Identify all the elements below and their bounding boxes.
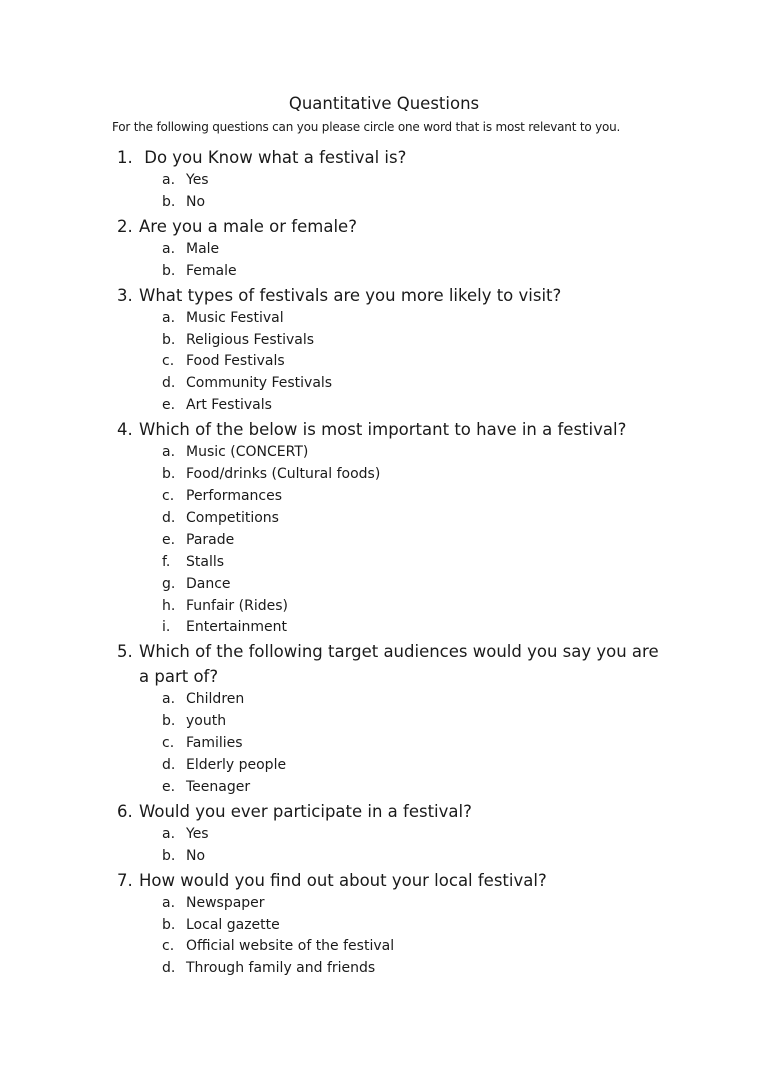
question-number: 6. (117, 801, 133, 821)
option-text: Funfair (Rides) (186, 597, 288, 614)
answer-option[interactable] (0, 308, 768, 330)
answer-option[interactable] (0, 689, 768, 711)
answer-options (0, 824, 768, 868)
option-letter: e. (162, 778, 176, 795)
question-text: What types of festivals are you more likely to visit? (139, 285, 562, 305)
question-item (0, 145, 768, 214)
answer-option[interactable] (0, 846, 768, 868)
question-number: 5. (117, 642, 133, 662)
option-letter: b. (162, 713, 176, 730)
answer-options (0, 170, 768, 214)
answer-option[interactable] (0, 373, 768, 395)
option-letter: b. (162, 916, 176, 933)
option-letter: c. (162, 735, 175, 752)
question-item (0, 283, 768, 418)
answer-option[interactable] (0, 711, 768, 733)
answer-option[interactable] (0, 596, 768, 618)
question-number: 3. (117, 285, 133, 305)
question-text: How would you find out about your local festival? (139, 870, 547, 890)
question-number: 2. (117, 216, 133, 236)
answer-options (0, 239, 768, 283)
option-letter: a. (162, 825, 176, 842)
option-letter: a. (162, 240, 176, 257)
question-text: Do you Know what a festival is? (139, 148, 407, 167)
question-item (0, 868, 768, 981)
option-letter: b. (162, 466, 176, 483)
option-letter: h. (162, 597, 176, 614)
answer-option[interactable] (0, 351, 768, 373)
option-text: Dance (186, 575, 231, 592)
option-letter: b. (162, 847, 176, 864)
option-letter: d. (162, 960, 176, 977)
answer-options (0, 893, 768, 981)
answer-option[interactable] (0, 755, 768, 777)
question-heading (0, 145, 768, 170)
answer-options (0, 442, 768, 639)
answer-option[interactable] (0, 733, 768, 755)
option-letter: f. (162, 553, 171, 570)
question-number: 7. (117, 870, 133, 890)
page-title: Quantitative Questions (288, 94, 480, 113)
option-letter: a. (162, 172, 176, 188)
question-text: Would you ever participate in a festival? (139, 801, 472, 821)
answer-option[interactable] (0, 330, 768, 352)
question-item (0, 639, 768, 799)
answer-options (0, 689, 768, 799)
answer-option[interactable] (0, 552, 768, 574)
option-letter: a. (162, 444, 176, 461)
option-letter: d. (162, 509, 176, 526)
answer-option[interactable] (0, 915, 768, 937)
question-heading (0, 214, 768, 239)
option-letter: a. (162, 894, 176, 911)
answer-option[interactable] (0, 824, 768, 846)
option-letter: c. (162, 487, 175, 504)
option-text: Local gazette (186, 916, 280, 933)
option-text: Religious Festivals (186, 331, 315, 348)
option-letter: b. (162, 331, 176, 348)
option-text: Stalls (186, 553, 225, 570)
answer-options (0, 308, 768, 418)
answer-option[interactable] (0, 239, 768, 261)
question-text: Which of the following target audiences would you say you are a part of? (139, 642, 664, 687)
answer-option[interactable] (0, 617, 768, 639)
answer-option[interactable] (0, 192, 768, 214)
question-heading (0, 868, 768, 893)
question-heading (0, 417, 768, 442)
option-letter: b. (162, 193, 176, 210)
question-item (0, 799, 768, 868)
option-text: Music Festival (186, 309, 284, 326)
answer-option[interactable] (0, 442, 768, 464)
option-letter: c. (162, 938, 175, 955)
answer-option[interactable] (0, 530, 768, 552)
option-letter: e. (162, 531, 176, 548)
option-text: Art Festivals (186, 397, 272, 414)
option-text: Newspaper (186, 894, 265, 911)
option-letter: g. (162, 575, 176, 592)
question-text: Which of the below is most important to have in a festival? (139, 420, 627, 440)
option-letter: d. (162, 757, 176, 774)
option-letter: e. (162, 397, 176, 414)
option-text: Families (186, 735, 243, 752)
option-letter: a. (162, 309, 176, 326)
option-text: Yes (186, 172, 209, 188)
answer-option[interactable] (0, 464, 768, 486)
option-letter: d. (162, 375, 176, 392)
option-text: Music (CONCERT) (186, 444, 309, 461)
option-text: Through family and friends (186, 960, 376, 977)
question-heading (0, 283, 768, 308)
option-text: Food Festivals (186, 353, 285, 370)
answer-option[interactable] (0, 395, 768, 417)
question-heading (0, 639, 768, 689)
option-letter: a. (162, 691, 176, 708)
question-heading (0, 799, 768, 824)
question-number: 4. (117, 420, 133, 440)
answer-option[interactable] (0, 777, 768, 799)
option-text: Community Festivals (186, 375, 333, 392)
option-text: youth (186, 713, 227, 730)
option-text: Male (186, 240, 220, 257)
answer-option[interactable] (0, 958, 768, 980)
answer-option[interactable] (0, 936, 768, 958)
question-number: 1. (117, 148, 133, 167)
option-text: Official website of the festival (186, 938, 395, 955)
option-text: Children (186, 691, 245, 708)
option-text: Performances (186, 487, 283, 504)
option-text: Elderly people (186, 757, 287, 774)
option-text: Competitions (186, 509, 279, 526)
option-letter: i. (162, 619, 171, 636)
option-letter: b. (162, 262, 176, 279)
question-list (0, 145, 768, 980)
option-text: No (186, 193, 206, 210)
option-text: Food/drinks (Cultural foods) (186, 466, 381, 483)
answer-option[interactable] (0, 170, 768, 192)
answer-option[interactable] (0, 486, 768, 508)
question-text: Are you a male or female? (139, 216, 357, 236)
instructions: For the following questions can you please circle one word that is most relevant to you. (112, 120, 621, 134)
option-letter: c. (162, 353, 175, 370)
answer-option[interactable] (0, 508, 768, 530)
answer-option[interactable] (0, 261, 768, 283)
answer-option[interactable] (0, 893, 768, 915)
question-item (0, 417, 768, 639)
option-text: Entertainment (186, 619, 288, 636)
option-text: Parade (186, 531, 235, 548)
option-text: Teenager (186, 778, 251, 795)
question-item (0, 214, 768, 283)
option-text: Female (186, 262, 237, 279)
option-text: Yes (186, 825, 209, 842)
option-text: No (186, 847, 206, 864)
answer-option[interactable] (0, 574, 768, 596)
